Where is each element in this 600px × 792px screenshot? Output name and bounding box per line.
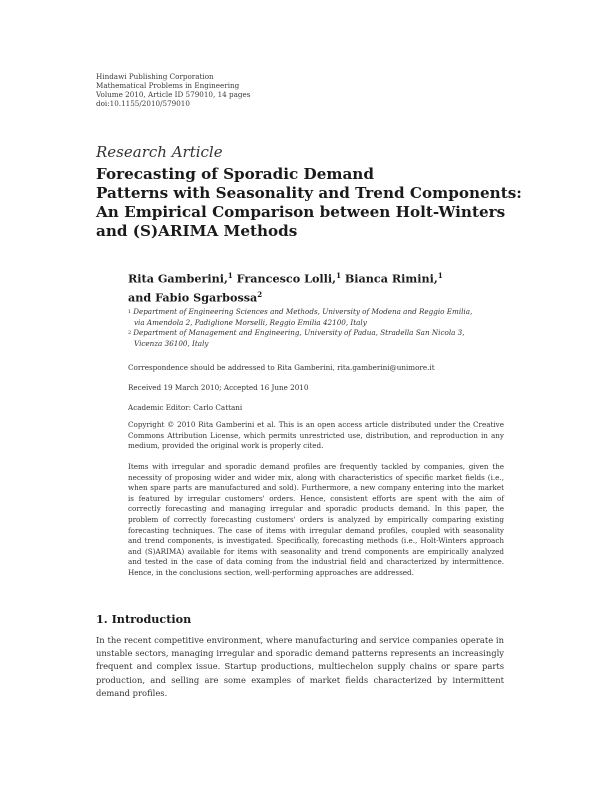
- journal-name: Mathematical Problems in Engineering: [96, 81, 240, 90]
- title-line: Patterns with Seasonality and Trend Components:: [96, 184, 522, 202]
- article-title: [96, 165, 526, 241]
- section-heading: 1. Introduction: [96, 612, 192, 626]
- author-name: and Fabio Sgarbossa: [128, 290, 258, 305]
- affiliation-text: Department of Engineering Sciences and Methods, University of Modena and Reggio Emilia,: [133, 307, 473, 316]
- title-line: Forecasting of Sporadic Demand: [96, 165, 374, 183]
- doi-link[interactable]: doi:10.1155/2010/579010: [96, 99, 190, 108]
- author-name: Francesco Lolli,: [236, 271, 337, 286]
- author-name: Rita Gamberini,: [128, 271, 228, 286]
- author-list: [128, 268, 528, 306]
- author-affil-mark: 1: [437, 271, 443, 280]
- journal-header: [96, 72, 396, 108]
- affiliation-text: via Amendola 2, Padiglione Morselli, Reggio Emilia 42100, Italy: [134, 317, 367, 327]
- author-affil-mark: 1: [336, 271, 341, 280]
- academic-editor: Academic Editor: Carlo Cattani: [128, 403, 243, 412]
- affiliation-text: Vicenza 36100, Italy: [134, 338, 209, 348]
- copyright-notice: Copyright © 2010 Rita Gamberini et al. This is an open access article distributed under the Creative Commons Attribution License, which permits unrestricted use, distribution, and reproduction in any medium, provided the original work is properly cited.: [128, 420, 504, 451]
- affiliation: [128, 328, 508, 349]
- received-dates: Received 19 March 2010; Accepted 16 June 2010: [128, 383, 309, 392]
- section-body: In the recent competitive environment, where manufacturing and service companies operate in unstable sectors, managing irregular and sporadic demand patterns represents an increasingly frequent and complex issue. Startup productions, multiechelon supply chains or spare parts production, and selling are some examples of market fields characterized by intermittent demand profiles.: [96, 635, 504, 698]
- title-line: An Empirical Comparison between Holt-Winters: [96, 203, 506, 221]
- author-affil-mark: 2: [257, 290, 263, 300]
- author-name: Bianca Rimini,: [344, 271, 438, 286]
- affiliation: [128, 307, 508, 328]
- affiliation-number: 1: [128, 309, 132, 315]
- affiliations: [128, 307, 508, 349]
- title-line: and (S)ARIMA Methods: [96, 222, 298, 240]
- author-affil-mark: 1: [227, 271, 233, 280]
- volume-line: Volume 2010, Article ID 579010, 14 pages: [96, 90, 251, 99]
- publisher-name: Hindawi Publishing Corporation: [96, 72, 214, 81]
- affiliation-text: Department of Management and Engineering, University of Padua, Stradella San Nicola 3,: [133, 328, 465, 337]
- article-type: Research Article: [96, 143, 223, 161]
- affiliation-number: 2: [128, 330, 132, 336]
- correspondence: Correspondence should be addressed to Rita Gamberini, rita.gamberini@unimore.it: [128, 363, 435, 372]
- abstract: Items with irregular and sporadic demand profiles are frequently tackled by companies, given the necessity of proposing wider and wider mix, along with characteristics of specific market fields (i.e., when spare parts are manufactured and sold). Furthermore, a new company entering into the market is featured by irregular customers' orders. Hence, consistent efforts are spent with the aim of correctly forecasting and managing irregular and sporadic products demand. In this paper, the problem of correctly forecasting customers' orders is analyzed by empirically comparing existing forecasting techniques. The case of items with irregular demand profiles, coupled with seasonality and trend components, is investigated. Specifically, forecasting methods (i.e., Holt-Winters approach and (S)ARIMA) available for items with seasonality and trend components are empirically analyzed and tested in the case of data coming from the industrial field and characterized by intermittence. Hence, in the conclusions section, well-performing approaches are addressed.: [128, 462, 504, 577]
